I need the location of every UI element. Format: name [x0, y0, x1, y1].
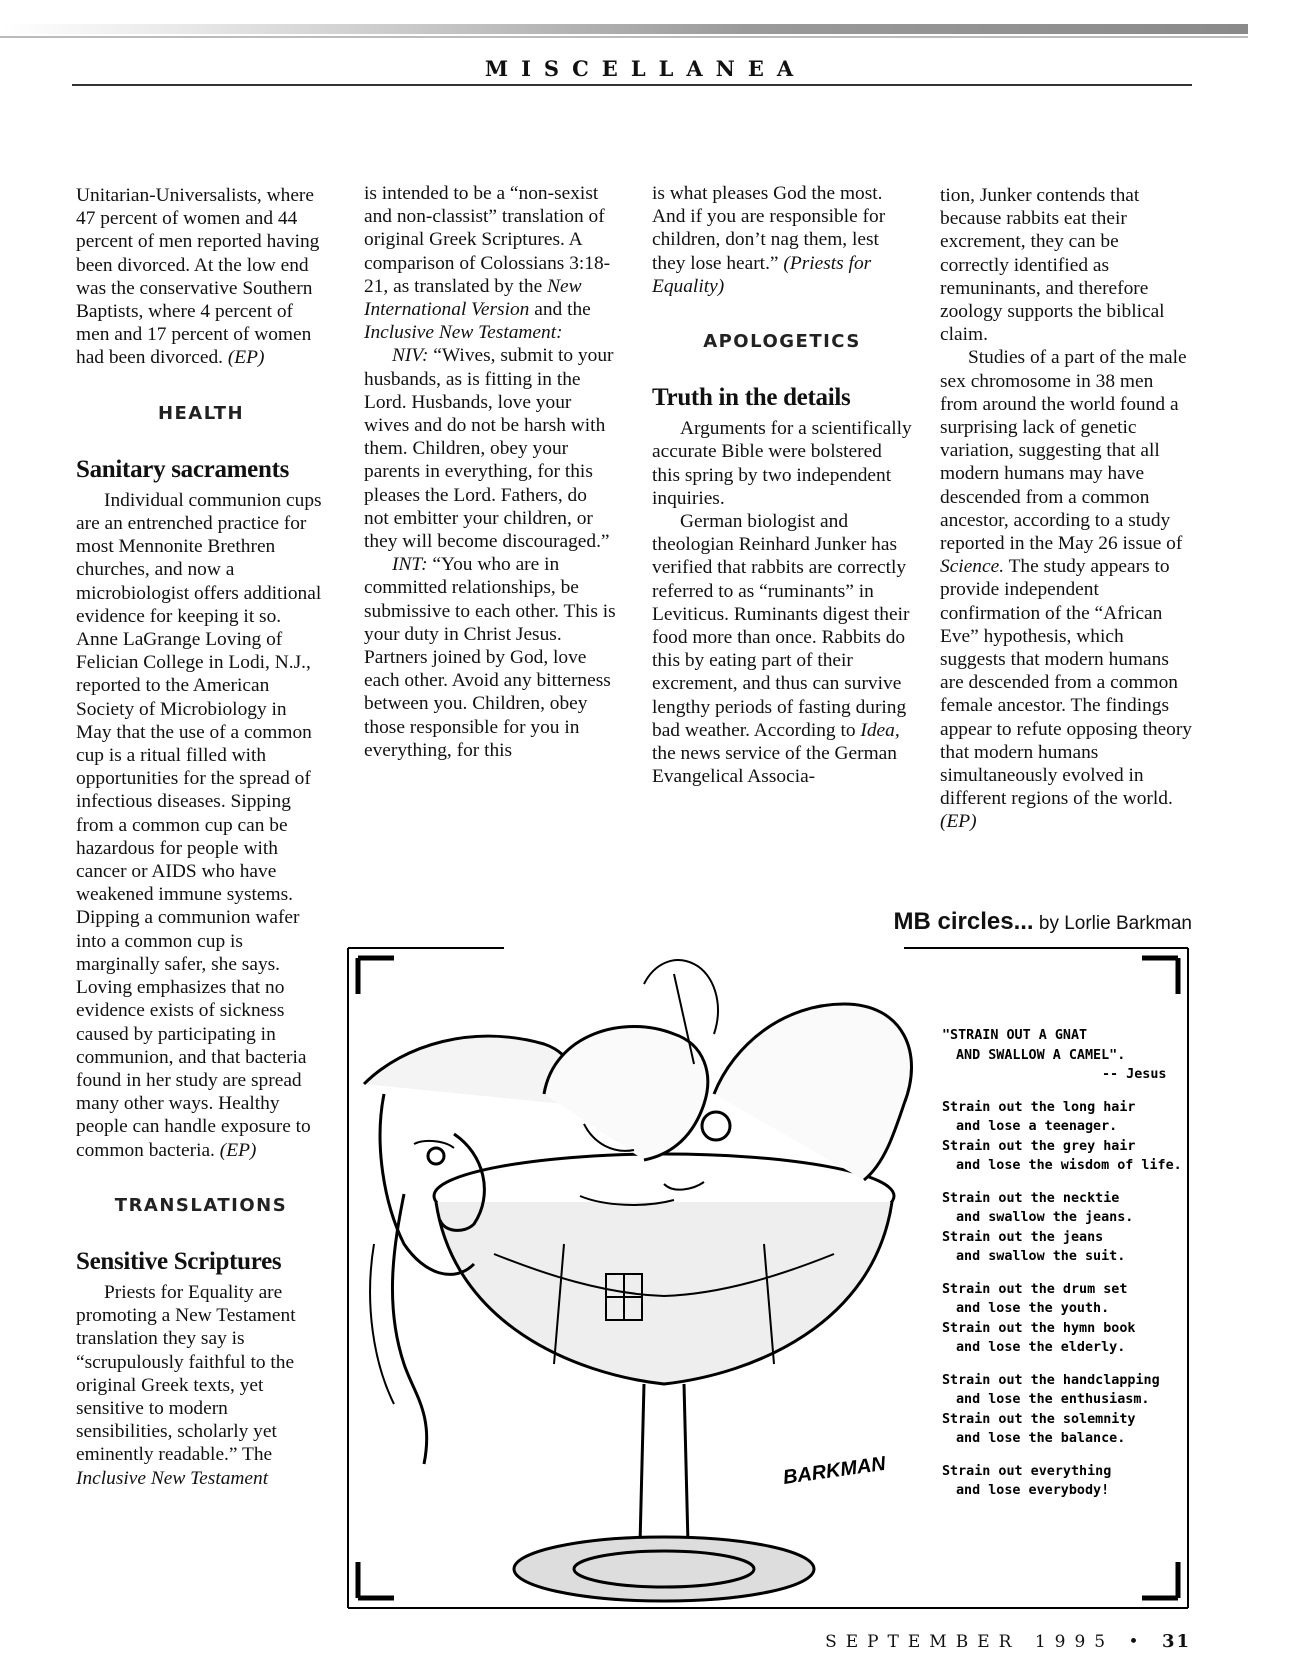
publication-title: Science.	[940, 556, 1005, 578]
paragraph-text: Priests for Equality are promoting a New Testament translation they say is “scrupulously faithful to the original Greek texts, yet sensitive to modern sensibilities, scholarly yet eminently readable.” The	[76, 1281, 296, 1466]
headline-sensitive-scriptures: Sensitive Scriptures	[76, 1247, 282, 1275]
poem-stanza	[942, 1189, 1182, 1267]
publication-title: Idea,	[860, 719, 900, 741]
paragraph-text: “Wives, submit to your husbands, as is fitting in the Lord. Husbands, love your wives and do not be harsh with them. Children, obey your parents in everything, for this pleases the Lord. Fathers, do not embitter your children, or they will become discouraged.”	[364, 345, 614, 553]
article-paragraph	[76, 184, 326, 370]
source-credit: (EP)	[227, 347, 265, 369]
paragraph-text: “You who are in committed relationships, be submissive to each other. This is your duty in Christ Jesus. Partners joined by God, love each other. Avoid any bitterness between you. Children, obey those responsible for you in everything, for this	[364, 554, 616, 761]
department-apologetics: APOLOGETICS	[703, 331, 861, 353]
source-credit: (EP)	[940, 811, 977, 833]
column-1	[76, 184, 326, 1490]
poem-line: and lose the balance.	[956, 1431, 1126, 1446]
article-paragraph	[364, 182, 616, 344]
article-paragraph	[940, 346, 1192, 833]
article-paragraph	[652, 510, 912, 788]
poem-line: Strain out the long hair	[942, 1099, 1136, 1115]
chalice-drawing	[434, 1154, 894, 1601]
version-label: NIV:	[392, 345, 429, 367]
department-translations: TRANSLATIONS	[114, 1194, 288, 1216]
poem-line: Strain out the grey hair	[942, 1138, 1136, 1154]
cartoon-byline: by Lorlie Barkman	[1038, 913, 1192, 934]
poem-stanza	[942, 1098, 1182, 1176]
article-paragraph: tion, Junker contends that because rabbits eat their excrement, they can be correctly identified as remuninants, and therefore zoology supports the biblical claim.	[940, 185, 1165, 346]
poem-line: Strain out the necktie	[942, 1190, 1120, 1206]
section-heading: MISCELLANEA	[484, 56, 807, 81]
headline-truth-in-the-details: Truth in the details	[652, 384, 851, 412]
page-number: 31	[1161, 1631, 1191, 1652]
source-credit: (EP)	[219, 1139, 257, 1161]
paragraph-text: The study appears to provide independent confirmation of the “African Eve” hypothesis, which suggests that modern humans are descended from a common female ancestor. The findings appear to refute opposing theory that modern humans simultaneously evolved in different regions of the world.	[940, 556, 1192, 810]
header-rule	[72, 84, 1192, 86]
poem-line: Strain out everything	[942, 1463, 1112, 1479]
top-rule-bar	[0, 24, 1248, 34]
poem-line: Strain out the solemnity	[942, 1411, 1136, 1427]
poem-line: and lose the enthusiasm.	[956, 1392, 1150, 1407]
page-footer	[825, 1631, 1191, 1652]
version-label: INT:	[392, 554, 428, 576]
poem-line: AND SWALLOW A CAMEL".	[956, 1047, 1126, 1063]
poem-line: Strain out the hymn book	[942, 1320, 1136, 1336]
book-title: New International Version	[364, 275, 582, 321]
poem-line: Strain out the drum set	[942, 1281, 1128, 1297]
artist-signature: BARKMAN	[781, 1452, 888, 1489]
poem-line: and lose the youth.	[956, 1301, 1110, 1316]
cartoon-title: MB circles...	[893, 908, 1034, 935]
poem-quote	[942, 1026, 1182, 1085]
poem-stanza	[942, 1462, 1182, 1501]
article-paragraph	[652, 182, 912, 298]
paragraph-text: the news service of the German Evangelical Associa-	[652, 743, 897, 788]
column-2	[364, 182, 616, 762]
poem-line: and swallow the suit.	[956, 1249, 1126, 1264]
cartoon-poem	[942, 1026, 1182, 1514]
paragraph-text: is what pleases God the most. And if you are responsible for children, don’t nag them, lest they lose heart.”	[652, 183, 886, 274]
paragraph-text: and the	[534, 299, 591, 321]
column-3	[652, 182, 912, 788]
headline-sanitary-sacraments: Sanitary sacraments	[76, 455, 290, 483]
poem-line: and swallow the jeans.	[956, 1210, 1134, 1225]
article-paragraph	[76, 489, 326, 1162]
top-rule-thin	[0, 36, 1248, 38]
paragraph-text: is intended to be a “non-sexist and non-classist” translation of original Greek Scriptures. A comparison of Colossians 3:18-21, as translated by the	[364, 183, 611, 297]
book-title: Inclusive New Testament	[76, 1467, 269, 1489]
department-health: HEALTH	[157, 402, 245, 424]
cartoon-heading	[894, 908, 1192, 936]
article-paragraph	[364, 553, 616, 762]
poem-line: and lose the elderly.	[956, 1340, 1126, 1355]
poem-line: and lose a teenager.	[956, 1119, 1118, 1134]
issue-date: SEPTEMBER 1995	[825, 1632, 1115, 1652]
paragraph-text: Studies of a part of the male sex chromosome in 38 men from around the world found a surprising lack of genetic variation, suggesting that all modern humans may have descended from a common ancestor, according to a study reported in the May 26 issue of	[940, 347, 1187, 555]
poem-line: "STRAIN OUT A GNAT	[942, 1028, 1088, 1043]
footer-bullet: •	[1128, 1632, 1148, 1652]
article-paragraph	[76, 1281, 326, 1490]
column-4	[940, 184, 1192, 834]
camel-figure-drawing	[544, 960, 912, 1180]
source-credit: (Priests for Equality)	[652, 252, 872, 297]
article-paragraph	[364, 344, 616, 553]
paragraph-text: German biologist and theologian Reinhard Junker has verified that rabbits are correctly referred to as “ruminants” in Leviticus. Ruminants digest their food more than once. Rabbits do this by eating part of their excrement, and thus can survive lengthy periods of fasting during bad weather. According to	[652, 511, 910, 741]
poem-line: Strain out the handclapping	[942, 1372, 1160, 1388]
poem-line: and lose everybody!	[956, 1483, 1110, 1498]
book-title: Inclusive New Testament:	[364, 322, 563, 344]
poem-stanza	[942, 1280, 1182, 1358]
poem-line: and lose the wisdom of life.	[956, 1158, 1182, 1173]
paragraph-text: Unitarian-Universalists, where 47 percent of women and 44 percent of men reported having been divorced. At the low end was the conservative Southern Baptists, where 4 percent of men and 17 percent of women had been divorced.	[76, 185, 320, 369]
poem-stanza	[942, 1371, 1182, 1449]
article-paragraph: Arguments for a scientifically accurate Bible were bolstered this spring by two independent inquiries.	[652, 418, 912, 509]
paragraph-text: Individual communion cups are an entrenched practice for most Mennonite Brethren churches, and now a microbiologist offers additional evidence for keeping it so. Anne LaGrange Loving of Felician College in Lodi, N.J., reported to the American Society of Microbiology in May that the use of a common cup is a ritual filled with opportunities for the spread of infectious diseases. Sipping from a common cup can be hazardous for people with cancer or AIDS who have weakened immune systems. Dipping a communion wafer into a common cup is marginally safer, she says. Loving emphasizes that no evidence exists of sickness caused by participating in communion, and that bacteria found in her study are spread many other ways. Healthy people can handle exposure to common bacteria.	[76, 489, 322, 1161]
poem-line: Strain out the jeans	[942, 1229, 1104, 1245]
poem-attribution: -- Jesus	[1102, 1067, 1167, 1082]
